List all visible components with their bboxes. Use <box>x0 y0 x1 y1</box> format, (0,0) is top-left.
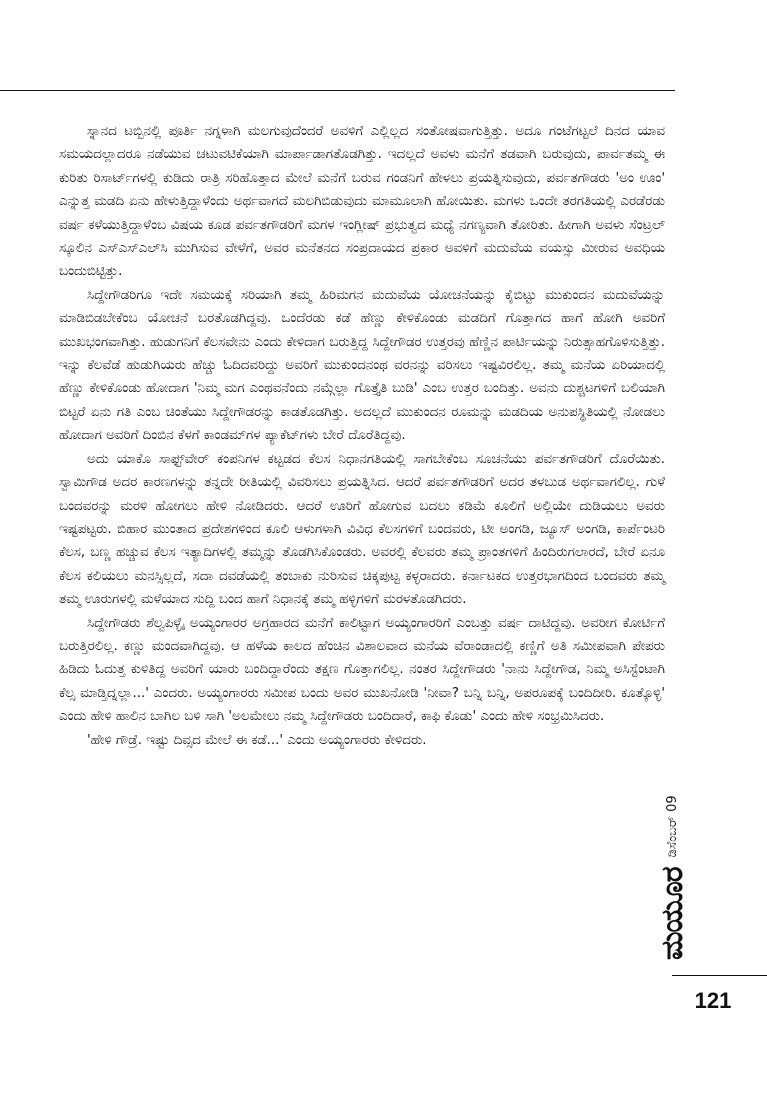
magazine-sidebar <box>652 780 692 960</box>
paragraph: ಅದು ಯಾಕೊ ಸಾಫ್ಟ್‌ವೇರ್ ಕಂಪನಿಗಳ ಕಟ್ಟಡದ ಕೆಲಸ ನಿಧಾನಗತಿಯಲ್ಲಿ ಸಾಗಬೇಕೆಂಬ ಸೂಚನೆಯು ಪರ್ವತಗೌಡರಿಗೆ ದೊರೆಯಿತು. ಸ್ವಾಮಿಗೌಡ ಅದರ ಕಾರಣಗಳನ್ನು ತನ್ನದೇ ರೀತಿಯಲ್ಲಿ ವಿವರಿಸಲು ಪ್ರಯತ್ನಿಸಿದ. ಆದರೆ ಪರ್ವತಗೌಡರಿಗೆ ಅದರ ತಳಬುಡ ಅರ್ಥವಾಗಲಿಲ್ಲ. ಗುಳೆ ಬಂದವರನ್ನು ಮರಳಿ ಹೋಗಲು ಹೇಳಿ ನೋಡಿದರು. ಆದರೆ ಊರಿಗೆ ಹೋಗುವ ಬದಲು ಕಡಿಮೆ ಕೂಲಿಗೆ ಅಲ್ಲಿಯೇ ದುಡಿಯಲು ಅವರು ಇಷ್ಟಪಟ್ಟರು. ಬಿಹಾರ ಮುಂತಾದ ಪ್ರದೇಶಗಳಿಂದ ಕೂಲಿ ಆಳುಗಳಾಗಿ ವಿವಿಧ ಕೆಲಸಗಳಿಗೆ ಬಂದವರು, ಟೀ ಅಂಗಡಿ, ಜ್ಯೂಸ್ ಅಂಗಡಿ, ಕಾರ್ಪೆಂಟರಿ ಕೆಲಸ, ಬಣ್ಣ ಹಚ್ಚುವ ಕೆಲಸ ಇತ್ಯಾದಿಗಳಲ್ಲಿ ತಮ್ಮನ್ನು ತೊಡಗಿಸಿಕೊಂಡರು. ಅವರಲ್ಲಿ ಕೆಲವರು ತಮ್ಮ ಪ್ರಾಂತಗಳಿಗೆ ಹಿಂದಿರುಗಲಾರದೆ, ಬೇರೆ ಏನೂ ಕೆಲಸ ಕಲಿಯಲು ಮನಸ್ಸಿಲ್ಲದೆ, ಸದಾ ದವಡೆಯಲ್ಲಿ ತಂಬಾಕು ನುರಿಸುವ ಚಿಕ್ಕಪುಟ್ಟ ಕಳ್ಳರಾದರು. ಕರ್ನಾಟಕದ ಉತ್ತರಭಾಗದಿಂದ ಬಂದವರು ತಮ್ಮ ತಮ್ಮ ಊರುಗಳಲ್ಲಿ ಮಳೆಯಾದ ಸುದ್ದಿ ಬಂದ ಹಾಗೆ ನಿಧಾನಕ್ಕೆ ತಮ್ಮ ಹಳ್ಳಿಗಳಿಗೆ ಮರಳತೊಡಗಿದರು. <box>59 451 665 608</box>
paragraph: 'ಹೇಳಿ ಗೌಡ್ರೆ. ಇಷ್ಟು ದಿವ್ಸದ ಮೇಲೆ ಈ ಕಡೆ...' ಎಂದು ಅಯ್ಯಂಗಾರರು ಕೇಳಿದರು. <box>87 732 427 748</box>
footer-rule <box>672 975 767 976</box>
issue-date: ಡಿಸೆಂಬರ್ 09 <box>664 795 680 858</box>
page-number: 121 <box>694 988 732 1013</box>
paragraph: ಸಿದ್ದೇಗೌಡರಿಗೂ ಇದೇ ಸಮಯಕ್ಕೆ ಸರಿಯಾಗಿ ತಮ್ಮ ಹಿರಿಮಗನ ಮದುವೆಯ ಯೋಚನೆಯನ್ನು ಕೈಬಿಟ್ಟು ಮುಕುಂದನ ಮದುವೆಯನ್ನು ಮಾಡಿಬಿಡಬೇಕೆಂಬ ಯೋಚನೆ ಬರತೊಡಗಿದ್ದವು. ಒಂದೆರಡು ಕಡೆ ಹೆಣ್ಣು ಕೇಳಿಕೊಂಡು ಮಡದಿಗೆ ಗೊತ್ತಾಗದ ಹಾಗೆ ಹೋಗಿ ಅವರಿಗೆ ಮುಖಭಂಗವಾಗಿತ್ತು. ಹುಡುಗನಿಗೆ ಕೆಲಸವೇನು ಎಂದು ಕೇಳಿದಾಗ ಬರುತ್ತಿದ್ದ ಸಿದ್ದೇಗೌಡರ ಉತ್ತರವು ಹೆಣ್ಣಿನ ಪಾರ್ಟಿಯನ್ನು ನಿರುತ್ಸಾಹಗೊಳಿಸುತ್ತಿತ್ತು. ಇನ್ನು ಕೆಲವೆಡೆ ಹುಡುಗಿಯರು ಹೆಚ್ಚು ಓದಿದವರಿದ್ದು ಅವರಿಗೆ ಮುಕುಂದನಂಥ ವರನನ್ನು ವರಿಸಲು ಇಷ್ಟವಿರಲಿಲ್ಲ. ತಮ್ಮ ಮನೆಯ ಏರಿಯಾದಲ್ಲಿ ಹೆಣ್ಣು ಕೇಳಿಕೊಂಡು ಹೋದಾಗ 'ನಿಮ್ಮ ಮಗ ಎಂಥವನೆಂದು ನಮ್ಗೆಲ್ಲಾ ಗೊತ್ತೈತಿ ಬುಡಿ' ಎಂಬ ಉತ್ತರ ಬಂದಿತ್ತು. ಅವನು ದುಶ್ಚಟಗಳಿಗೆ ಬಲಿಯಾಗಿ ಬಿಟ್ಟರೆ ಏನು ಗತಿ ಎಂಬ ಚಿಂತೆಯು ಸಿದ್ದೇಗೌಡರನ್ನು ಕಾಡತೊಡಗಿತ್ತು. ಅದಲ್ಲದೆ ಮುಕುಂದನ ರೂಮನ್ನು ಮಡದಿಯ ಅನುಪಸ್ಥಿತಿಯಲ್ಲಿ ನೋಡಲು ಹೋದಾಗ ಅವರಿಗೆ ದಿಂಬಿನ ಕೆಳಗೆ ಕಾಂಡಮ್‌ಗಳ ಪ್ಯಾಕೆಟ್‌ಗಳು ಬೇರೆ ದೊರೆತಿದ್ದವು. <box>59 287 665 444</box>
magazine-name: ಮಯೂರ <box>654 867 690 960</box>
paragraph: ಸ್ನಾನದ ಟಬ್ಬಿನಲ್ಲಿ ಪೂರ್ತಿ ನಗ್ನಳಾಗಿ ಮಲಗುವುದೆಂದರೆ ಅವಳಿಗೆ ಎಲ್ಲಿಲ್ಲದ ಸಂತೋಷವಾಗುತ್ತಿತ್ತು. ಅದೂ ಗಂಟೆಗಟ್ಟಲೆ ದಿನದ ಯಾವ ಸಮಯದಲ್ಲಾದರೂ ನಡೆಯುವ ಚಟುವಟಿಕೆಯಾಗಿ ಮಾರ್ಪಾಡಾಗತೊಡಗಿತ್ತು. ಇದಲ್ಲದೆ ಅವಳು ಮನೆಗೆ ತಡವಾಗಿ ಬರುವುದು, ಪಾರ್ವತಮ್ಮ ಈ ಕುರಿತು ರಿಸಾರ್ಟ್‌ಗಳಲ್ಲಿ ಕುಡಿದು ರಾತ್ರಿ ಸರಿಹೊತ್ತಾದ ಮೇಲೆ ಮನೆಗೆ ಬರುವ ಗಂಡನಿಗೆ ಹೇಳಲು ಪ್ರಯತ್ನಿಸುವುದು, ಪರ್ವತಗೌಡರು 'ಅಂ ಊಂ' ಎನ್ನುತ್ತ ಮಡದಿ ಏನು ಹೇಳುತ್ತಿದ್ದಾಳೆಂದು ಅರ್ಥವಾಗದೆ ಮಲಗಿಬಿಡುವುದು ಮಾಮೂಲಾಗಿ ಹೋಯಿತು. ಮಗಳು ಒಂದೇ ತರಗತಿಯಲ್ಲಿ ಎರಡೆರಡು ವರ್ಷ ಕಳೆಯುತ್ತಿದ್ದಾಳೆಂಬ ವಿಷಯ ಕೂಡ ಪರ್ವತಗೌಡರಿಗೆ ಮಗಳ ಇಂಗ್ಲೀಷ್ ಪ್ರಭುತ್ವದ ಮಧ್ಯೆ ನಗಣ್ಯವಾಗಿ ತೋರಿತು. ಹೀಗಾಗಿ ಅವಳು ಸೆಂಟ್ರಲ್ ಸ್ಕೂಲಿನ ಎಸ್‌ಎಸ್‌ಎಲ್‌ಸಿ ಮುಗಿಸುವ ವೇಳೆಗೆ, ಅವರ ಮನೆತನದ ಸಂಪ್ರದಾಯದ ಪ್ರಕಾರ ಅವಳಿಗೆ ಮದುವೆಯ ವಯಸ್ಸು ಮೀರುವ ಅವಧಿಯ ಬಂದುಬಿಟ್ಟಿತ್ತು. <box>59 124 665 280</box>
article-body <box>59 120 665 752</box>
paragraph: ಸಿದ್ದೇಗೌಡರು ಶೆಲ್ವಪಿಳ್ಳೈ ಅಯ್ಯಂಗಾರರ ಅಗ್ರಹಾರದ ಮನೆಗೆ ಕಾಲಿಟ್ಟಾಗ ಅಯ್ಯಂಗಾರರಿಗೆ ಎಂಬತ್ತು ವರ್ಷ ದಾಟಿದ್ದವು. ಅವರೀಗ ಕೋರ್ಟಿಗೆ ಬರುತ್ತಿರಲಿಲ್ಲ. ಕಣ್ಣು ಮಂದವಾಗಿದ್ದವು. ಆ ಹಳೆಯ ಕಾಲದ ಹೆಂಚಿನ ವಿಶಾಲವಾದ ಮನೆಯ ವೆರಾಂಡಾದಲ್ಲಿ ಕಣ್ಣಿಗೆ ಅತಿ ಸಮೀಪವಾಗಿ ಪೇಪರು ಹಿಡಿದು ಓದುತ್ತ ಕುಳಿತಿದ್ದ ಅವರಿಗೆ ಯಾರು ಬಂದಿದ್ದಾರೆಂದು ತಕ್ಷಣ ಗೊತ್ತಾಗಲಿಲ್ಲ. ನಂತರ ಸಿದ್ದೇಗೌಡರು 'ನಾನು ಸಿದ್ದೇಗೌಡ, ನಿಮ್ಮ ಅಸಿಸ್ಟೆಂಟಾಗಿ ಕೆಲ್ಸ ಮಾಡ್ತಿದ್ನಲ್ಲಾ...' ಎಂದರು. ಅಯ್ಯಂಗಾರರು ಸಮೀಪ ಬಂದು ಅವರ ಮುಖನೋಡಿ 'ನೀವಾ? ಬನ್ನಿ ಬನ್ನಿ, ಅಪರೂಪಕ್ಕೆ ಬಂದಿದೀರಿ. ಕೂತ್ಕೊಳ್ಳಿ' ಎಂದು ಹೇಳಿ ಹಾಲಿನ ಬಾಗಿಲ ಬಳಿ ಸಾಗಿ 'ಅಲಮೇಲು ನಮ್ಮ ಸಿದ್ದೇಗೌಡರು ಬಂದಿದಾರೆ, ಕಾಫಿ ಕೊಡು' ಎಂದು ಹೇಳಿ ಸಂಭ್ರಮಿಸಿದರು. <box>59 615 665 725</box>
header-rule <box>0 90 675 91</box>
